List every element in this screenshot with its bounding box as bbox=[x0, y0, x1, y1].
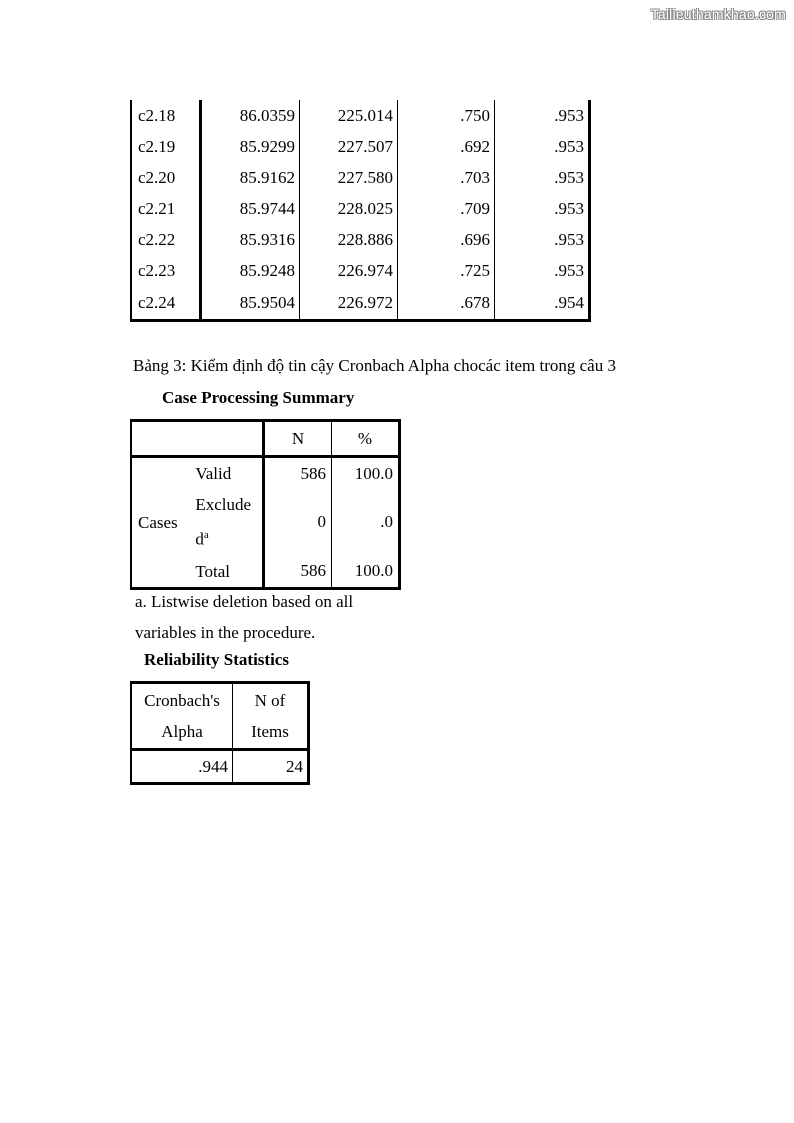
corrected-item-total-correlation: .725 bbox=[398, 255, 495, 286]
case-processing-summary-title: Case Processing Summary bbox=[162, 388, 355, 407]
footnote-line-1: a. Listwise deletion based on all bbox=[135, 592, 354, 611]
valid-label: Valid bbox=[190, 457, 263, 490]
excluded-label bbox=[190, 489, 263, 555]
valid-percent: 100.0 bbox=[332, 457, 400, 490]
alpha-if-deleted: .953 bbox=[495, 100, 590, 131]
scale-mean-if-deleted: 85.9162 bbox=[201, 162, 300, 193]
table-header-row bbox=[131, 683, 309, 750]
reliability-statistics-table bbox=[130, 681, 310, 785]
header-nitems-line1: N of bbox=[254, 691, 286, 710]
item-label: c2.22 bbox=[131, 224, 201, 255]
item-label: c2.21 bbox=[131, 193, 201, 224]
item-total-statistics-table bbox=[130, 100, 591, 322]
table-row-valid bbox=[131, 457, 400, 490]
corrected-item-total-correlation: .692 bbox=[398, 131, 495, 162]
alpha-if-deleted: .953 bbox=[495, 255, 590, 286]
excluded-percent: .0 bbox=[332, 489, 400, 555]
header-nitems-line2: Items bbox=[251, 722, 289, 741]
footnote-marker: a bbox=[203, 529, 209, 542]
excluded-label-line2: d bbox=[195, 529, 204, 549]
item-label: c2.20 bbox=[131, 162, 201, 193]
alpha-if-deleted: .953 bbox=[495, 162, 590, 193]
reliability-statistics-title: Reliability Statistics bbox=[144, 650, 289, 669]
table-row bbox=[131, 131, 590, 162]
scale-mean-if-deleted: 85.9316 bbox=[201, 224, 300, 255]
total-percent: 100.0 bbox=[332, 555, 400, 589]
corrected-item-total-correlation: .750 bbox=[398, 100, 495, 131]
header-cronbach-line2: Alpha bbox=[161, 722, 203, 741]
valid-n: 586 bbox=[264, 457, 332, 490]
total-n: 586 bbox=[264, 555, 332, 589]
header-cronbach-line1: Cronbach's bbox=[144, 691, 220, 710]
scale-variance-if-deleted: 226.974 bbox=[300, 255, 398, 286]
scale-variance-if-deleted: 225.014 bbox=[300, 100, 398, 131]
table-row bbox=[131, 255, 590, 286]
table-row bbox=[131, 224, 590, 255]
scale-mean-if-deleted: 85.9504 bbox=[201, 286, 300, 321]
case-processing-summary-table bbox=[130, 419, 401, 590]
header-n-of-items bbox=[233, 683, 309, 750]
table-row bbox=[131, 750, 309, 784]
scale-variance-if-deleted: 227.507 bbox=[300, 131, 398, 162]
scale-mean-if-deleted: 85.9248 bbox=[201, 255, 300, 286]
header-blank-cell bbox=[131, 421, 264, 457]
corrected-item-total-correlation: .678 bbox=[398, 286, 495, 321]
scale-mean-if-deleted: 86.0359 bbox=[201, 100, 300, 131]
table-caption: Bảng 3: Kiểm định độ tin cậy Cronbach Alpha chocác item trong câu 3 bbox=[133, 356, 616, 375]
alpha-if-deleted: .953 bbox=[495, 193, 590, 224]
excluded-label-line1: Exclude bbox=[195, 495, 252, 515]
corrected-item-total-correlation: .703 bbox=[398, 162, 495, 193]
footnote-line-2: variables in the procedure. bbox=[135, 623, 316, 642]
scale-variance-if-deleted: 227.580 bbox=[300, 162, 398, 193]
alpha-if-deleted: .954 bbox=[495, 286, 590, 321]
n-items-value: 24 bbox=[233, 750, 309, 784]
item-label: c2.18 bbox=[131, 100, 201, 131]
item-label: c2.19 bbox=[131, 131, 201, 162]
scale-variance-if-deleted: 226.972 bbox=[300, 286, 398, 321]
table-row bbox=[131, 193, 590, 224]
item-label: c2.23 bbox=[131, 255, 201, 286]
header-n: N bbox=[264, 421, 332, 457]
table-row bbox=[131, 162, 590, 193]
alpha-if-deleted: .953 bbox=[495, 131, 590, 162]
scale-variance-if-deleted: 228.886 bbox=[300, 224, 398, 255]
total-label: Total bbox=[190, 555, 263, 589]
excluded-n: 0 bbox=[264, 489, 332, 555]
table-row bbox=[131, 286, 590, 321]
header-cronbach-alpha bbox=[131, 683, 233, 750]
table-row bbox=[131, 100, 590, 131]
table-footnote bbox=[135, 586, 395, 648]
scale-variance-if-deleted: 228.025 bbox=[300, 193, 398, 224]
table-header-row bbox=[131, 421, 400, 457]
corrected-item-total-correlation: .709 bbox=[398, 193, 495, 224]
cases-group-label: Cases bbox=[131, 457, 190, 589]
alpha-value: .944 bbox=[131, 750, 233, 784]
alpha-if-deleted: .953 bbox=[495, 224, 590, 255]
corrected-item-total-correlation: .696 bbox=[398, 224, 495, 255]
scale-mean-if-deleted: 85.9744 bbox=[201, 193, 300, 224]
scale-mean-if-deleted: 85.9299 bbox=[201, 131, 300, 162]
item-label: c2.24 bbox=[131, 286, 201, 321]
watermark: Tailieuthamkhao.com bbox=[650, 6, 786, 22]
header-percent: % bbox=[332, 421, 400, 457]
